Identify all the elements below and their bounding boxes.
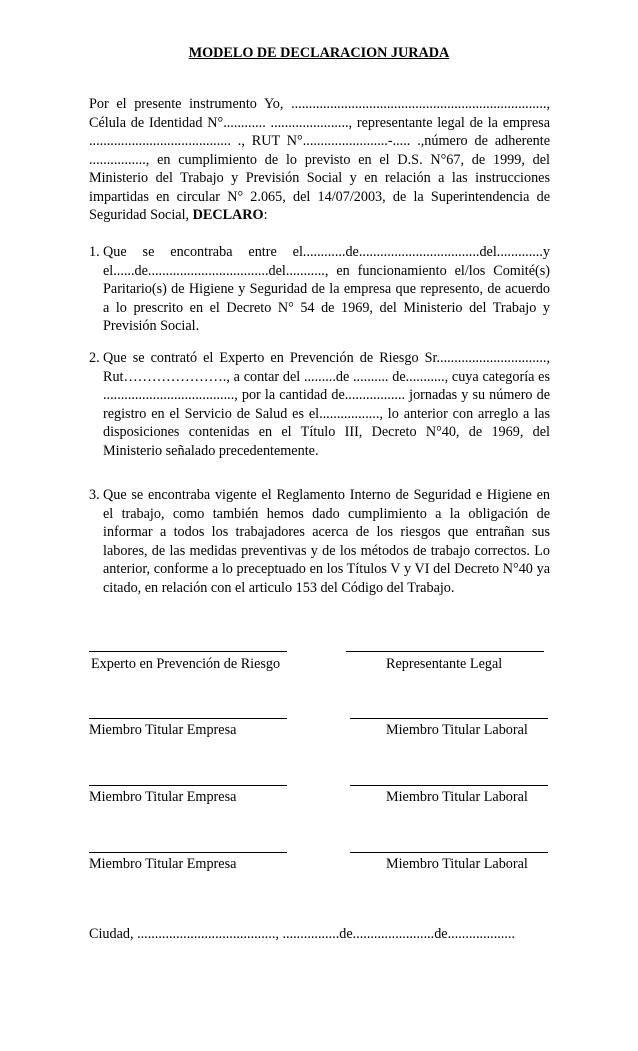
declaro-suffix: : [263, 207, 268, 223]
signature-line [89, 718, 287, 719]
declaration-item-2 [89, 349, 550, 460]
signature-label-left: Experto en Prevención de Riesgo [91, 656, 281, 672]
signature-label-right: Miembro Titular Laboral [386, 789, 528, 805]
intro-paragraph [89, 95, 550, 225]
item-number: 2. [89, 350, 100, 366]
declaration-item-3 [89, 486, 550, 597]
signature-label-right: Representante Legal [386, 656, 503, 672]
signature-label-right: Miembro Titular Laboral [386, 856, 528, 872]
declaro-label: DECLARO [192, 207, 264, 223]
signature-line [89, 852, 287, 853]
signature-line [350, 852, 548, 853]
signature-line [89, 651, 287, 652]
signature-line [350, 785, 548, 786]
signature-line [89, 785, 287, 786]
declaration-item-1 [89, 243, 550, 336]
signature-label-left: Miembro Titular Empresa [89, 789, 237, 805]
signature-label-left: Miembro Titular Empresa [89, 856, 237, 872]
item-text: Que se contrató el Experto en Prevención de Riesgo Sr..............................., Rut…………………., a contar del .........de .......... de..........., cuya categoría es ....................................., por la cantidad de................. jornadas y su número de registro en el Servicio de Salud es el................., lo anterior con arreglo a las disposiciones contenidas en el Título III, Decreto N°40, de 1969, del Ministerio señalado precedentemente. [103, 350, 550, 459]
signature-label-left: Miembro Titular Empresa [89, 722, 237, 738]
item-text: Que se encontraba entre el............de..................................del.............y el......de..................................del..........., en funcionamiento el/los Comité(s) Paritario(s) de Higiene y Seguridad de la empresa que represento, de acuerdo a lo prescrito en el Decreto N° 54 de 1969, del Ministerio del Trabajo y Previsión Social. [103, 244, 550, 334]
item-number: 3. [89, 487, 100, 503]
signature-label-right: Miembro Titular Laboral [386, 722, 528, 738]
intro-text: Por el presente instrumento Yo, ........................................................................, Célula de Identidad N°............ ......................, representante legal de la empresa ........................................ ., RUT N°........................-..... .,número de adherente ................, en cumplimiento de lo previsto en el D.S. N°67, de 1999, del Ministerio del Trabajo y Previsión Social y en relación a las instrucciones impartidas en circular N° 2.065, del 14/07/2003, de la Superintendencia de Seguridad Social, [89, 96, 550, 223]
signature-line [346, 651, 544, 652]
signature-line [350, 718, 548, 719]
city-date-line: Ciudad, ......................................., ................de.......................de................... [89, 926, 515, 942]
item-text: Que se encontraba vigente el Reglamento Interno de Seguridad e Higiene en el trabajo, como también hemos dado cumplimiento a la obligación de informar a todos los trabajadores acerca de los riesgos que entrañan sus labores, de las medidas preventivas y de los métodos de trabajo correctos. Lo anterior, conforme a lo preceptuado en los Títulos V y VI del Decreto N°40 ya citado, en relación con el articulo 153 del Código del Trabajo. [103, 487, 550, 596]
document-title: MODELO DE DECLARACION JURADA [188, 45, 450, 61]
item-number: 1. [89, 244, 100, 260]
